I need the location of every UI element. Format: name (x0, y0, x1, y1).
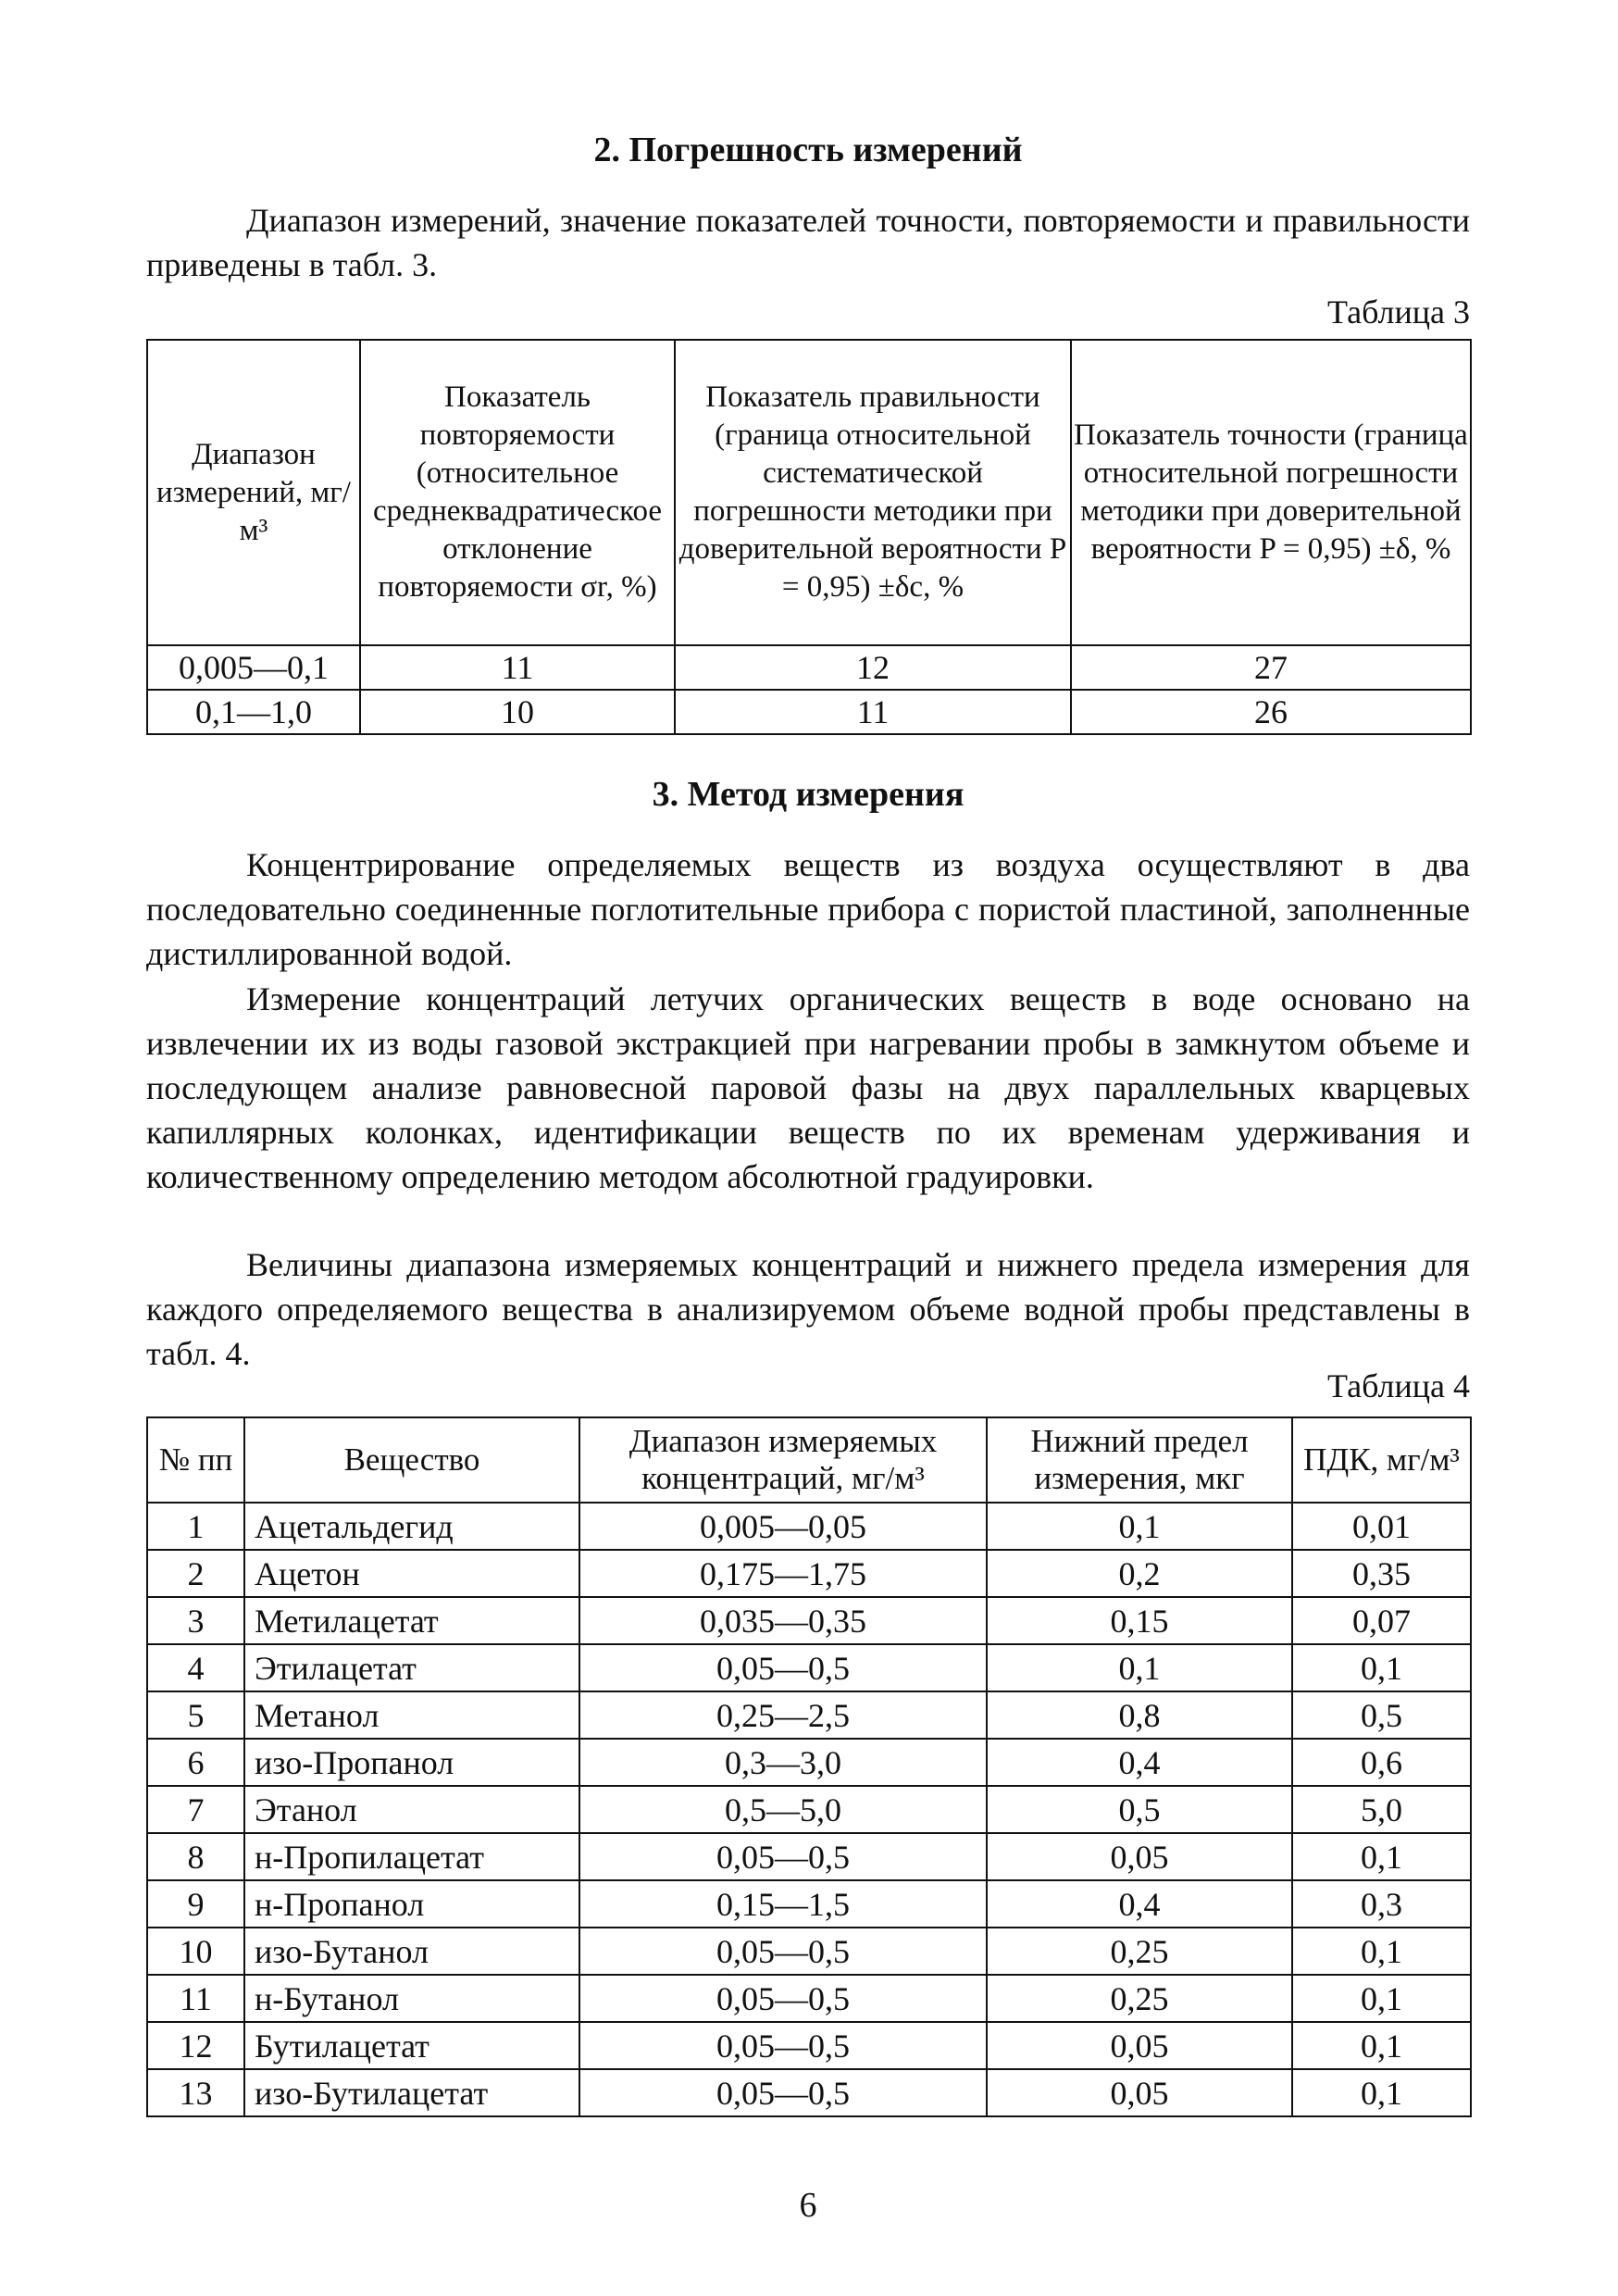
table-row (147, 1833, 1471, 1880)
table-cell: 27 (1071, 645, 1471, 690)
table-cell: 0,175—1,75 (579, 1550, 987, 1597)
substance-name-cell: Этилацетат (244, 1644, 579, 1691)
substance-name-cell: Этанол (244, 1786, 579, 1833)
table-row (147, 1550, 1471, 1597)
table-cell: 11 (360, 645, 675, 690)
table-cell: 0,05—0,5 (579, 2069, 987, 2116)
table-cell: 0,005—0,1 (147, 645, 360, 690)
table-cell: 10 (360, 690, 675, 734)
table-cell: 0,1 (1292, 1928, 1471, 1975)
table-cell: 0,35 (1292, 1550, 1471, 1597)
table-cell: 0,005—0,05 (579, 1503, 987, 1550)
table-4-header-mac: ПДК, мг/м³ (1292, 1417, 1471, 1503)
table-4-header-number: № пп (147, 1417, 244, 1503)
table-cell: 0,3—3,0 (579, 1739, 987, 1786)
table-row (147, 2069, 1471, 2116)
table-cell: 0,3 (1292, 1880, 1471, 1928)
table-4-header-range: Диапазон измеряемых концентраций, мг/м³ (579, 1417, 987, 1503)
section-3-paragraph-2: Измерение концентраций летучих органических веществ в воде основано на извлечении их из воды газовой экстракцией при нагревании пробы в замкнутом объеме и последующем анализе равновесной паровой фазы на двух параллельных кварцевых капиллярных колонках, идентификации веществ по их временам удерживания и количественному определению методом абсолютной градуировки. (146, 980, 1470, 1195)
table-cell: 0,4 (987, 1880, 1292, 1928)
section-3-paragraph-3: Величины диапазона измеряемых концентраций и нижнего предела измерения для каждого определяемого вещества в анализируемом объеме водной пробы представлены в табл. 4. (146, 1246, 1470, 1372)
table-cell: 0,15—1,5 (579, 1880, 987, 1928)
substance-name-cell: изо-Бутилацетат (244, 2069, 579, 2116)
table-4-header-limit: Нижний предел измерения, мкг (987, 1417, 1292, 1503)
table-cell: 0,05—0,5 (579, 1928, 987, 1975)
table-3-header-range: Диапазон измерений, мг/м³ (147, 340, 360, 645)
table-cell: 0,01 (1292, 1503, 1471, 1550)
table-cell: 0,2 (987, 1550, 1292, 1597)
page-number: 6 (799, 2186, 817, 2225)
table-cell: 0,035—0,35 (579, 1597, 987, 1644)
substance-name-cell: Ацетальдегид (244, 1503, 579, 1550)
table-4-header-substance: Вещество (244, 1417, 579, 1503)
table-cell: 5,0 (1292, 1786, 1471, 1833)
table-cell: 0,05 (987, 2069, 1292, 2116)
table-row (147, 1691, 1471, 1739)
substance-name-cell: Метилацетат (244, 1597, 579, 1644)
table-cell: 9 (147, 1880, 244, 1928)
table-cell: 5 (147, 1691, 244, 1739)
table-cell: 6 (147, 1739, 244, 1786)
table-3-header-row (147, 340, 1471, 645)
table-row (147, 1597, 1471, 1644)
table-cell: 0,25 (987, 1928, 1292, 1975)
substance-name-cell: Бутилацетат (244, 2022, 579, 2069)
table-row (147, 1975, 1471, 2022)
table-cell: 10 (147, 1928, 244, 1975)
table-cell: 0,05—0,5 (579, 1975, 987, 2022)
table-cell: 0,1—1,0 (147, 690, 360, 734)
table-cell: 0,05—0,5 (579, 1833, 987, 1880)
table-row (147, 2022, 1471, 2069)
table-cell: 0,05—0,5 (579, 1644, 987, 1691)
table-cell: 0,5—5,0 (579, 1786, 987, 1833)
table-row (147, 690, 1471, 734)
table-cell: 11 (675, 690, 1071, 734)
table-cell: 0,6 (1292, 1739, 1471, 1786)
table-cell: 1 (147, 1503, 244, 1550)
table-3-caption: Таблица 3 (1327, 293, 1470, 331)
section-2-paragraph: Диапазон измерений, значение показателей точности, повторяемости и правильности приведены в табл. 3. (146, 202, 1470, 283)
table-cell: 0,1 (987, 1503, 1292, 1550)
table-4-body (147, 1503, 1471, 2116)
table-cell: 12 (147, 2022, 244, 2069)
table-row (147, 645, 1471, 690)
table-cell: 0,1 (1292, 1975, 1471, 2022)
substance-name-cell: Ацетон (244, 1550, 579, 1597)
substance-name-cell: н-Пропанол (244, 1880, 579, 1928)
table-row (147, 1928, 1471, 1975)
substance-name-cell: н-Бутанол (244, 1975, 579, 2022)
table-3-header-trueness: Показатель правильности (граница относительной систематической погрешности методики при доверительной вероятности P = 0,95) ±δc, % (675, 340, 1071, 645)
table-cell: 4 (147, 1644, 244, 1691)
table-cell: 0,1 (1292, 1644, 1471, 1691)
substance-name-cell: Метанол (244, 1691, 579, 1739)
table-cell: 7 (147, 1786, 244, 1833)
substance-name-cell: н-Пропилацетат (244, 1833, 579, 1880)
table-cell: 11 (147, 1975, 244, 2022)
table-3-header-repeatability: Показатель повторяемости (относительное среднеквадратическое отклонение повторяемости σr, %) (360, 340, 675, 645)
substance-name-cell: изо-Пропанол (244, 1739, 579, 1786)
table-row (147, 1503, 1471, 1550)
table-row (147, 1644, 1471, 1691)
table-4 (146, 1416, 1472, 2117)
table-cell: 12 (675, 645, 1071, 690)
table-row (147, 1786, 1471, 1833)
table-cell: 0,4 (987, 1739, 1292, 1786)
table-cell: 0,8 (987, 1691, 1292, 1739)
table-cell: 2 (147, 1550, 244, 1597)
table-3-header-accuracy: Показатель точности (граница относительной погрешности методики при доверительной вероятности P = 0,95) ±δ, % (1071, 340, 1471, 645)
table-row (147, 1880, 1471, 1928)
table-cell: 26 (1071, 690, 1471, 734)
table-cell: 0,1 (1292, 2022, 1471, 2069)
table-4-caption: Таблица 4 (1327, 1367, 1470, 1404)
table-cell: 0,1 (987, 1644, 1292, 1691)
section-2-heading: 2. Погрешность измерений (593, 131, 1023, 169)
section-3-heading: 3. Метод измерения (652, 775, 965, 814)
substance-name-cell: изо-Бутанол (244, 1928, 579, 1975)
table-cell: 0,05—0,5 (579, 2022, 987, 2069)
table-cell: 0,5 (1292, 1691, 1471, 1739)
table-cell: 0,1 (1292, 1833, 1471, 1880)
table-cell: 0,1 (1292, 2069, 1471, 2116)
table-cell: 3 (147, 1597, 244, 1644)
table-cell: 0,07 (1292, 1597, 1471, 1644)
table-cell: 8 (147, 1833, 244, 1880)
table-4-header-row (147, 1417, 1471, 1503)
table-cell: 0,25—2,5 (579, 1691, 987, 1739)
table-3 (146, 339, 1472, 735)
table-cell: 0,15 (987, 1597, 1292, 1644)
table-cell: 0,05 (987, 1833, 1292, 1880)
section-3-paragraph-1: Концентрирование определяемых веществ из воздуха осуществляют в два последовательно соединенные поглотительные прибора с пористой пластиной, заполненные дистиллированной водой. (146, 846, 1470, 972)
table-cell: 13 (147, 2069, 244, 2116)
table-cell: 0,5 (987, 1786, 1292, 1833)
table-row (147, 1739, 1471, 1786)
table-cell: 0,25 (987, 1975, 1292, 2022)
table-cell: 0,05 (987, 2022, 1292, 2069)
